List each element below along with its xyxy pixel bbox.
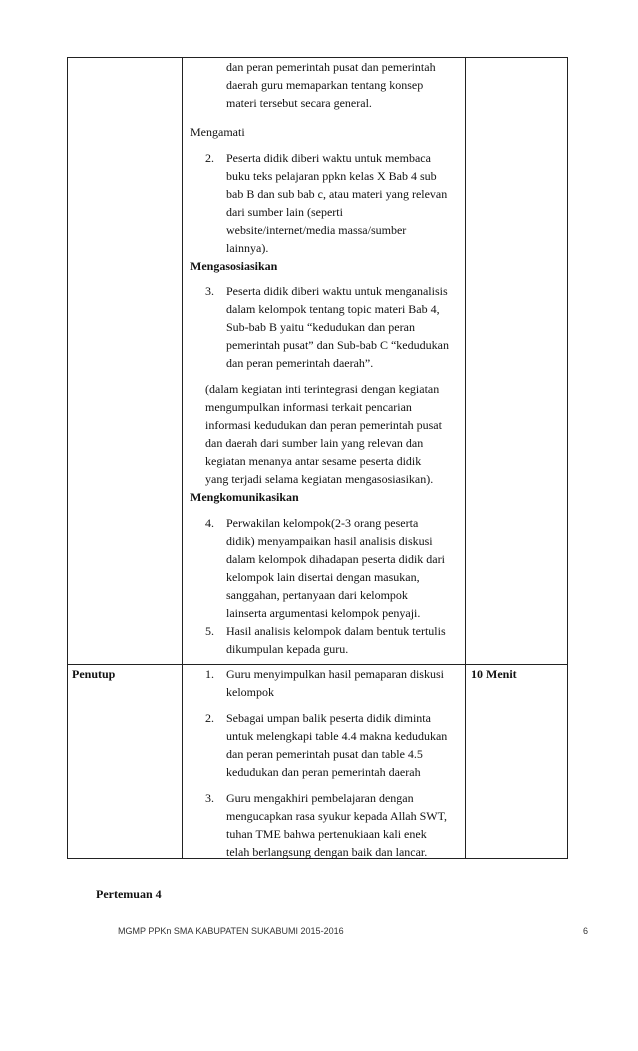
list-item-line: dan peran pemerintah daerah”. <box>226 356 374 370</box>
list-item-line: Perwakilan kelompok(2-3 orang peserta <box>226 516 419 530</box>
column-divider <box>465 58 466 858</box>
note-line: kegiatan menanya antar sesame peserta didik <box>205 454 422 468</box>
list-item-line: Sub-bab B yaitu “kedudukan dan peran <box>226 320 415 334</box>
list-item-line: Hasil analisis kelompok dalam bentuk tertulis <box>226 624 446 638</box>
list-item-line: bab B dan sub bab c, atau materi yang relevan <box>226 187 448 201</box>
list-item-line: dari sumber lain (seperti <box>226 205 343 219</box>
list-item-line: Sebagai umpan balik peserta didik diminta <box>226 711 431 725</box>
list-item-line: sanggahan, pertanyaan dari kelompok <box>226 588 408 602</box>
list-number: 3. <box>205 284 214 298</box>
list-number: 2. <box>205 151 214 165</box>
list-item-line: untuk melengkapi table 4.4 makna kedudukan <box>226 729 448 743</box>
penutup-time: 10 Menit <box>471 667 517 681</box>
list-number: 3. <box>205 791 214 805</box>
section-heading-mengamati: Mengamati <box>190 125 245 139</box>
pertemuan-heading: Pertemuan 4 <box>96 887 162 901</box>
list-item-line: Peserta didik diberi waktu untuk menganalisis <box>226 284 448 298</box>
note-line: yang terjadi selama kegiatan mengasosiasikan). <box>205 472 434 486</box>
note-line: dan daerah dari sumber lain yang relevan dan <box>205 436 424 450</box>
list-number: 4. <box>205 516 214 530</box>
continuation-line: daerah guru memaparkan tentang konsep <box>226 78 424 92</box>
list-item-line: Guru menyimpulkan hasil pemaparan diskusi <box>226 667 444 681</box>
list-item-line: pemerintah pusat” dan Sub-bab C “kedudukan <box>226 338 449 352</box>
list-item-line: kedudukan dan peran pemerintah daerah <box>226 765 421 779</box>
list-item-line: lainserta argumentasi kelompok penyaji. <box>226 606 421 620</box>
list-item-line: tuhan TME bahwa pertenukiaan kali enek <box>226 827 427 841</box>
list-item-line: dan peran pemerintah pusat dan table 4.5 <box>226 747 423 761</box>
list-item-line: dalam kelompok tentang topic materi Bab 4, <box>226 302 440 316</box>
footer-text: MGMP PPKn SMA KABUPATEN SUKABUMI 2015-2016 <box>118 926 344 936</box>
row-divider <box>68 664 567 665</box>
list-item-line: mengucapkan rasa syukur kepada Allah SWT, <box>226 809 448 823</box>
page-number: 6 <box>583 926 589 936</box>
list-item-line: dalam kelompok dihadapan peserta didik dari <box>226 552 445 566</box>
list-item-line: website/internet/media massa/sumber <box>226 223 407 237</box>
list-item-line: didik) menyampaikan hasil analisis diskusi <box>226 534 433 548</box>
continuation-line: dan peran pemerintah pusat dan pemerintah <box>226 60 436 74</box>
list-number: 1. <box>205 667 214 681</box>
note-line: (dalam kegiatan inti terintegrasi dengan kegiatan <box>205 382 440 396</box>
section-heading-mengkomunikasikan: Mengkomunikasikan <box>190 490 299 504</box>
list-item-line: telah berlangsung dengan baik dan lancar. <box>226 845 428 859</box>
note-line: informasi kedudukan dan peran pemerintah pusat <box>205 418 442 432</box>
list-item-line: dikumpulan kepada guru. <box>226 642 349 656</box>
list-item-line: kelompok <box>226 685 274 699</box>
penutup-label: Penutup <box>72 667 116 681</box>
column-divider <box>182 58 183 858</box>
list-number: 2. <box>205 711 214 725</box>
list-item-line: Guru mengakhiri pembelajaran dengan <box>226 791 414 805</box>
note-line: mengumpulkan informasi terkait pencarian <box>205 400 412 414</box>
list-item-line: Peserta didik diberi waktu untuk membaca <box>226 151 431 165</box>
list-item-line: kelompok lain disertai dengan masukan, <box>226 570 420 584</box>
section-heading-mengasosiasikan: Mengasosiasikan <box>190 259 278 273</box>
list-item-line: buku teks pelajaran ppkn kelas X Bab 4 sub <box>226 169 437 183</box>
list-item-line: lainnya). <box>226 241 269 255</box>
continuation-line: materi tersebut secara general. <box>226 96 372 110</box>
list-number: 5. <box>205 624 214 638</box>
